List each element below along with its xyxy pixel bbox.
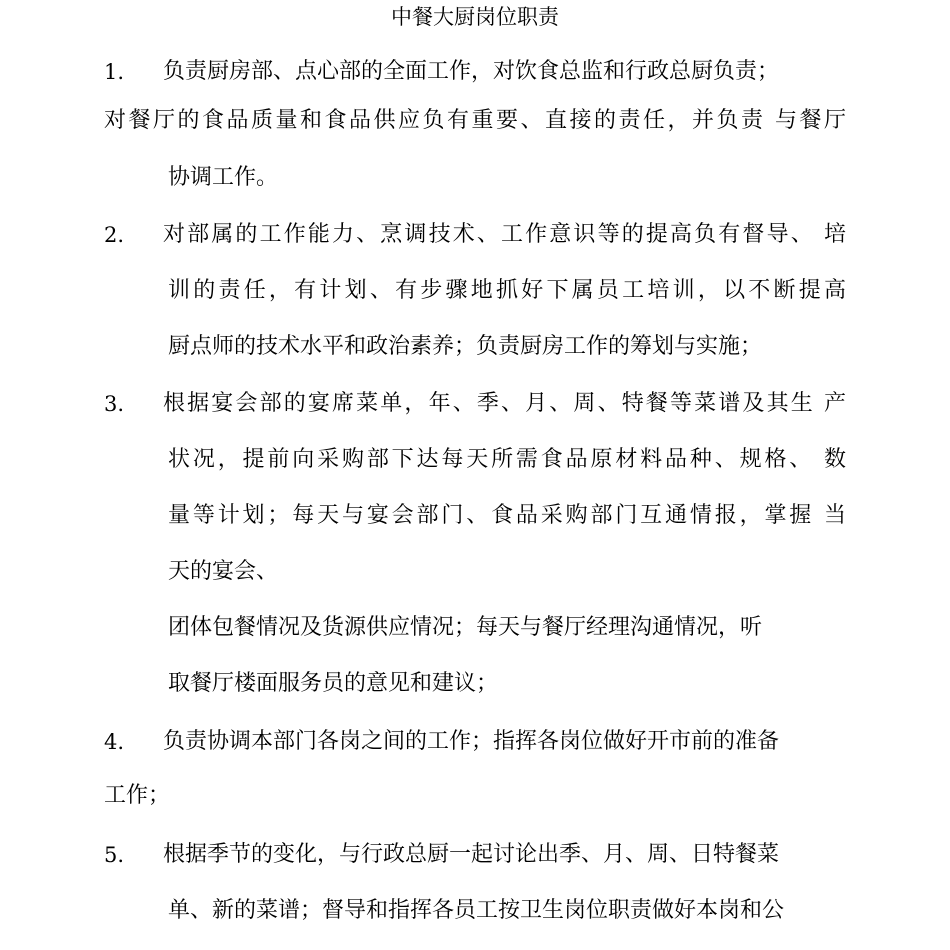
item-line: 负责厨房部、点心部的全面工作，对饮食总监和行政总厨负责； bbox=[163, 59, 780, 84]
item-number: 5. bbox=[104, 843, 125, 867]
item-line: 取餐厅楼面服务员的意见和建议； bbox=[168, 671, 499, 696]
item-number: 2. bbox=[104, 223, 125, 247]
item-number: 1. bbox=[104, 60, 125, 84]
item-line: 对部属的工作能力、烹调技术、工作意识等的提高负有督导、 培 bbox=[163, 222, 846, 247]
document-title: 中餐大厨岗位职责 bbox=[391, 5, 559, 29]
item-number: 4. bbox=[104, 730, 125, 754]
item-line: 根据季节的变化，与行政总厨一起讨论出季、月、周、日特餐菜 bbox=[163, 842, 780, 867]
item-line: 对餐厅的食品质量和食品供应负有重要、直接的责任，并负责 与餐厅 bbox=[104, 108, 846, 133]
item-line: 状况，提前向采购部下达每天所需食品原材料品种、规格、 数 bbox=[168, 447, 846, 472]
item-line: 量等计划；每天与宴会部门、食品采购部门互通情报，掌握 当 bbox=[168, 503, 846, 528]
item-line: 协调工作。 bbox=[168, 165, 279, 190]
item-number: 3. bbox=[104, 392, 125, 416]
item-line: 天的宴会、 bbox=[168, 559, 279, 584]
item-line: 根据宴会部的宴席菜单，年、季、月、周、特餐等菜谱及其生 产 bbox=[163, 391, 846, 416]
item-line: 团体包餐情况及货源供应情况；每天与餐厅经理沟通情况，听 bbox=[168, 615, 763, 640]
item-line: 工作； bbox=[104, 783, 171, 808]
item-line: 单、新的菜谱；督导和指挥各员工按卫生岗位职责做好本岗和公 bbox=[168, 898, 785, 923]
item-line: 厨点师的技术水平和政治素养；负责厨房工作的筹划与实施； bbox=[168, 334, 763, 359]
item-line: 训的责任，有计划、有步骤地抓好下属员工培训，以不断提高 bbox=[168, 278, 846, 303]
item-line: 负责协调本部门各岗之间的工作；指挥各岗位做好开市前的准备 bbox=[163, 729, 780, 754]
